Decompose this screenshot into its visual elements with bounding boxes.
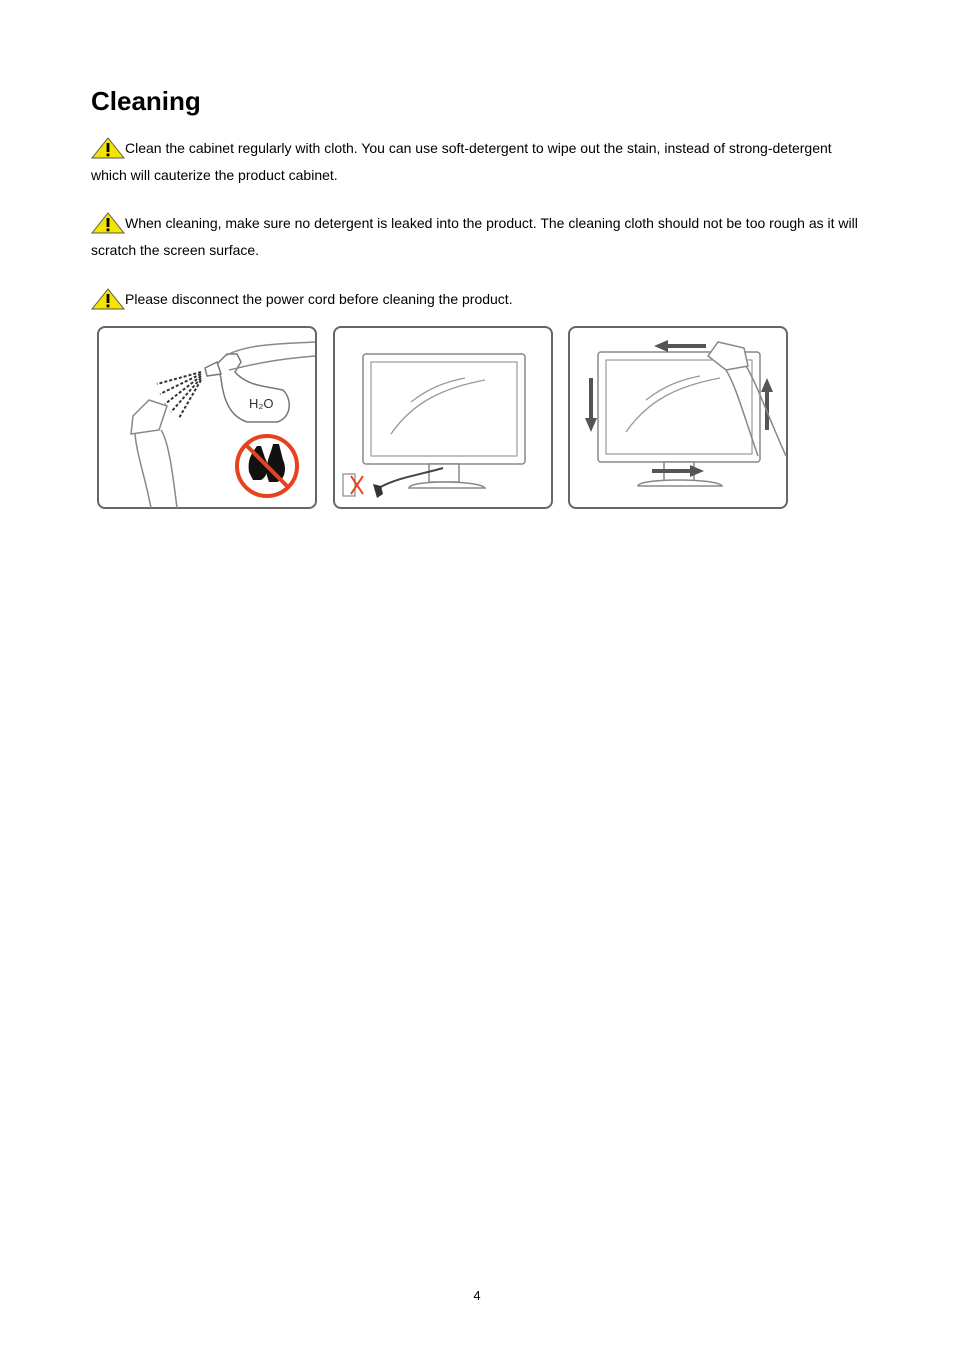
page-number: 4 [473,1288,481,1303]
paragraph-text: Please disconnect the power cord before cleaning the product. [125,291,513,307]
paragraph-text: Clean the cabinet regularly with cloth. You can use soft-detergent to wipe out the stain, instead of strong-detergent which will cauterize the product cabinet. [91,140,832,183]
cleaning-illustrations [96,326,792,512]
warning-icon [91,137,125,159]
paragraph-text: When cleaning, make sure no detergent is leaked into the product. The cleaning cloth should not be too rough as it will scratch the screen surface. [91,215,858,258]
unplugged-monitor-illustration [333,326,552,509]
cleaning-paragraph-2 [91,210,861,264]
h2o-label: H₂O [249,396,274,411]
cleaning-paragraph-1 [91,135,861,189]
warning-icon [91,212,125,234]
spray-cloth-no-chemicals-illustration [97,326,316,509]
cleaning-paragraph-3 [91,286,861,313]
page-title: Cleaning [91,86,201,116]
wipe-monitor-illustration [568,326,787,509]
warning-icon [91,288,125,310]
